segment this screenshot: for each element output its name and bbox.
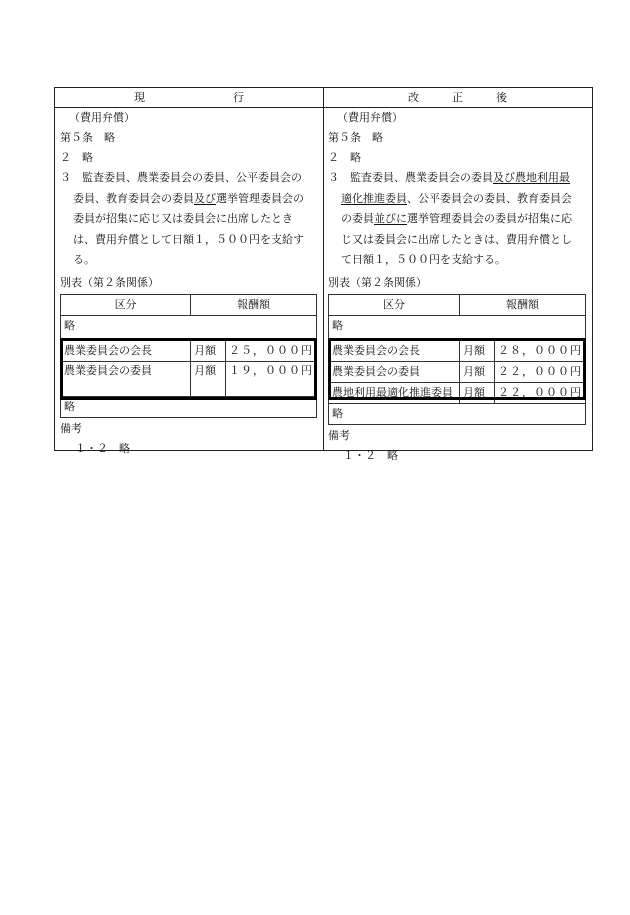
ryaku-top: 略: [61, 315, 317, 336]
header-hoshu: 報酬額: [460, 294, 586, 315]
paragraph-2: ２ 略: [60, 151, 93, 164]
table-title: 別表（第２条関係）: [328, 275, 427, 289]
caption: （費用弁償）: [337, 111, 403, 124]
underlined-amendment: 並びに: [374, 212, 407, 225]
remuneration-table: [60, 294, 317, 418]
table-row: 農業委員会の委員 月額 １９，０００円: [61, 361, 317, 396]
header-hoshu: 報酬額: [191, 294, 317, 315]
underlined-amendment: 及び: [194, 191, 216, 205]
paragraph-3: ３ 監査委員、農業委員会の委員、公平委員会の 委員、教育委員会の委員及び選挙管理委員会の 委員が招集に応じ又は委員会に出席したとき は、費用弁償として日額１，５００円を支給す る。: [60, 171, 304, 266]
paragraph-3: ３ 監査委員、農業委員会の委員及び農地利用最 適化推進委員、公平委員会の委員、教育委員会 の委員並びに選挙管理委員会の委員が招集に応 じ又は委員会に出席したときは、費用弁償とし て日額１，５００円を支給する。: [328, 171, 572, 266]
article-5: 第５条 略: [328, 131, 383, 144]
underlined-amendment: 及び農地利用最: [493, 171, 570, 184]
paragraph-2: ２ 略: [328, 151, 361, 164]
caption: （費用弁償）: [69, 111, 135, 124]
comparison-table: [54, 87, 593, 462]
biko-item: １・２ 略: [75, 441, 130, 455]
ryaku-bottom: 略: [61, 396, 317, 417]
biko-item: １・２ 略: [343, 448, 398, 462]
table-row: 農業委員会の会長 月額 ２８，０００円: [329, 340, 586, 361]
current-column: [55, 108, 323, 455]
biko-title: 備考: [328, 428, 350, 442]
table-row: 農業委員会の委員 月額 ２２，０００円: [329, 361, 586, 382]
underlined-amendment: 適化推進委員: [341, 191, 407, 205]
table-title: 別表（第２条関係）: [60, 275, 159, 289]
table-row: 農地利用最適化推進委員 月額 ２２，０００円: [329, 382, 586, 403]
ryaku-bottom: 略: [329, 403, 586, 424]
header-kubun: 区分: [329, 294, 460, 315]
article-5: 第５条 略: [60, 131, 115, 144]
header-kubun: 区分: [61, 294, 191, 315]
revised-column: [323, 108, 592, 462]
ryaku-top: 略: [329, 315, 586, 336]
biko-title: 備考: [60, 421, 82, 435]
current-column-header: 現 行: [55, 88, 323, 108]
revised-column-header: 改 正 後: [323, 88, 592, 108]
remuneration-table: [328, 294, 586, 425]
table-row: 農業委員会の会長 月額 ２５，０００円: [61, 340, 317, 361]
